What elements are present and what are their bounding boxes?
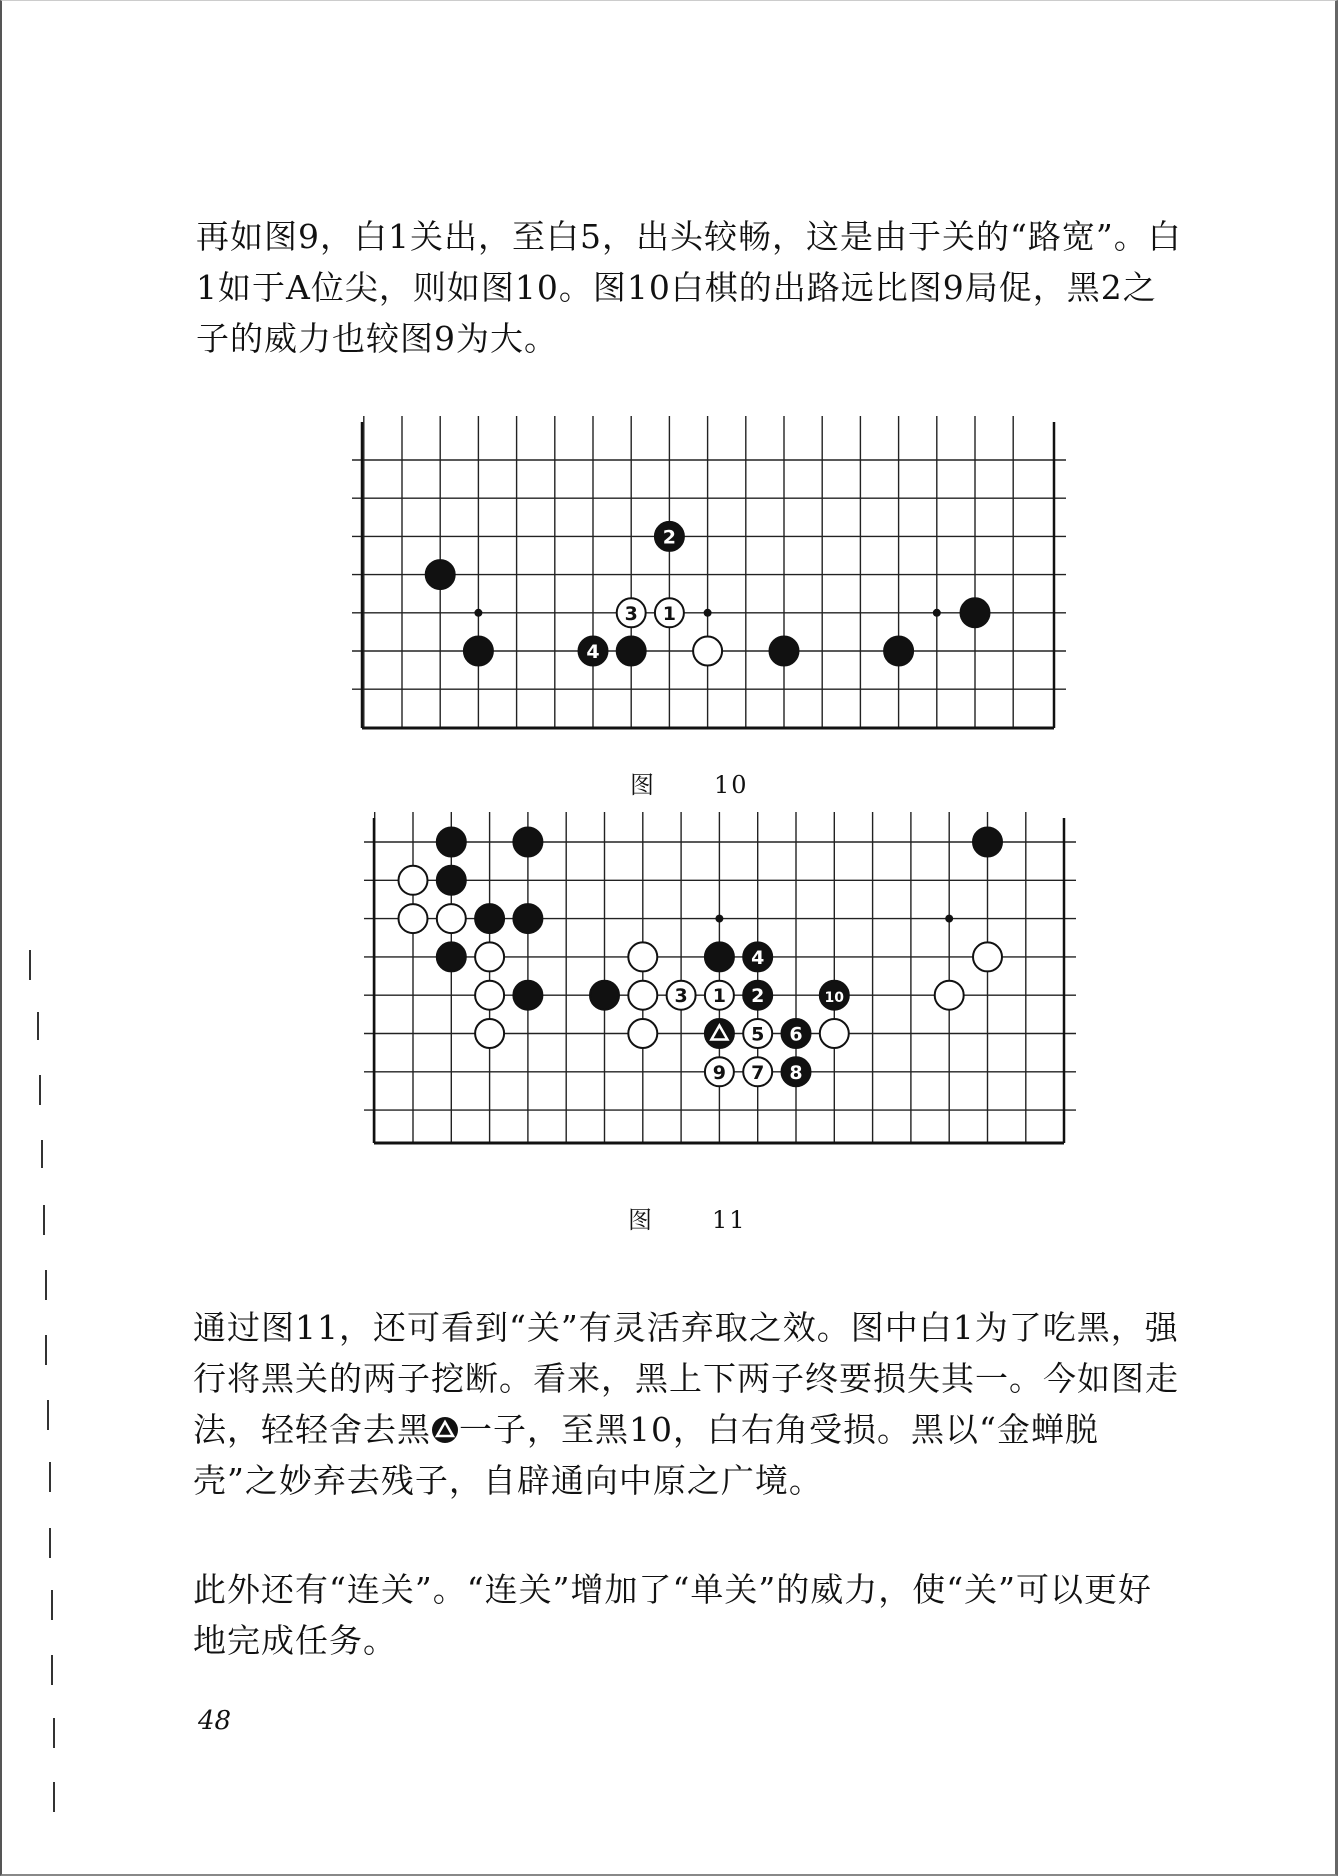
black-stone xyxy=(705,1019,734,1048)
black-stone xyxy=(782,1019,811,1048)
white-stone xyxy=(820,1019,849,1048)
stone-disc xyxy=(590,981,619,1010)
stone-disc xyxy=(973,828,1002,857)
black-stone xyxy=(513,904,542,933)
paragraph-2-part-2: 一子，至黑10，白右角受损。黑以“金蝉脱壳”之妙弃去残子，自辟通向中原之广境。 xyxy=(193,1410,1099,1500)
paragraph-3: 此外还有“连关”。“连关”增加了“单关”的威力，使“关”可以更好地完成任务。 xyxy=(193,1570,1152,1660)
black-stone xyxy=(884,637,913,666)
black-stone xyxy=(437,828,466,857)
white-stone xyxy=(628,1019,657,1048)
white-stone xyxy=(475,942,504,971)
white-stone xyxy=(705,1057,734,1086)
black-stone xyxy=(437,942,466,971)
black-stone xyxy=(513,828,542,857)
star-point xyxy=(704,609,712,617)
figure-11-caption-prefix: 图 xyxy=(628,1206,654,1234)
stone-disc xyxy=(399,866,428,895)
stone-number: 4 xyxy=(751,946,765,969)
stone-disc xyxy=(475,904,504,933)
stone-disc xyxy=(770,637,799,666)
star-point xyxy=(945,915,953,923)
paragraph-2 xyxy=(193,1302,1183,1506)
go-board-figure-11 xyxy=(364,812,1076,1143)
black-stone xyxy=(961,598,990,627)
stone-number: 6 xyxy=(789,1023,803,1046)
white-stone xyxy=(475,981,504,1010)
black-stone xyxy=(617,637,646,666)
stone-disc xyxy=(475,981,504,1010)
star-point xyxy=(474,609,482,617)
stone-number: 2 xyxy=(662,526,677,549)
white-stone xyxy=(743,1057,772,1086)
go-board-figure-10 xyxy=(352,416,1066,728)
black-stone xyxy=(437,866,466,895)
white-stone xyxy=(693,637,722,666)
stone-disc xyxy=(705,942,734,971)
stone-disc xyxy=(513,904,542,933)
white-stone xyxy=(705,981,734,1010)
white-stone xyxy=(399,904,428,933)
black-stone xyxy=(770,637,799,666)
stone-disc xyxy=(426,560,455,589)
black-stone xyxy=(590,981,619,1010)
star-point xyxy=(933,609,941,617)
stone-disc xyxy=(464,637,493,666)
black-triangle-stone-icon xyxy=(431,1416,459,1444)
white-stone xyxy=(628,942,657,971)
stone-disc xyxy=(399,904,428,933)
stone-disc xyxy=(513,981,542,1010)
stone-disc xyxy=(437,866,466,895)
star-point xyxy=(715,915,723,923)
black-stone xyxy=(743,981,772,1010)
stone-number: 5 xyxy=(751,1023,765,1046)
stone-disc xyxy=(935,981,964,1010)
white-stone xyxy=(935,981,964,1010)
figure-11-caption-number: 11 xyxy=(712,1206,747,1234)
stone-number: 4 xyxy=(586,641,600,663)
stone-disc xyxy=(628,981,657,1010)
stone-disc xyxy=(513,828,542,857)
stone-disc xyxy=(475,1019,504,1048)
stone-disc xyxy=(628,1019,657,1048)
figure-10-caption-number: 10 xyxy=(714,771,749,799)
stone-number: 1 xyxy=(662,602,677,625)
white-stone xyxy=(743,1019,772,1048)
black-stone xyxy=(973,828,1002,857)
white-stone xyxy=(617,598,646,627)
stone-number: 1 xyxy=(712,985,727,1008)
paragraph-1: 再如图9，白1关出，至白5，出头较畅，这是由于关的“路宽”。白1如于A位尖，则如图10。图10白棋的出路远比图9局促，黑2之子的威力也较图9为大。 xyxy=(196,217,1182,358)
white-stone xyxy=(667,981,696,1010)
white-stone xyxy=(973,942,1002,971)
stone-number: 3 xyxy=(624,602,638,625)
black-stone xyxy=(820,981,849,1010)
page-number: 48 xyxy=(198,1706,232,1736)
stone-number: 8 xyxy=(789,1061,803,1084)
binding-marks xyxy=(30,950,54,1812)
stone-disc xyxy=(961,598,990,627)
stone-disc xyxy=(973,942,1002,971)
black-stone xyxy=(782,1057,811,1086)
stone-number: 10 xyxy=(824,990,845,1007)
black-stone xyxy=(513,981,542,1010)
figure-11-caption xyxy=(628,1200,747,1235)
stone-disc xyxy=(475,942,504,971)
black-stone xyxy=(426,560,455,589)
stone-disc xyxy=(693,637,722,666)
white-stone xyxy=(399,866,428,895)
black-stone xyxy=(743,942,772,971)
stone-disc xyxy=(437,828,466,857)
white-stone xyxy=(475,1019,504,1048)
black-stone xyxy=(475,904,504,933)
stone-disc xyxy=(820,1019,849,1048)
stone-disc xyxy=(617,637,646,666)
white-stone xyxy=(437,904,466,933)
black-stone xyxy=(655,522,684,551)
figure-10-caption xyxy=(630,765,749,800)
white-stone xyxy=(628,981,657,1010)
white-stone xyxy=(655,598,684,627)
stone-number: 3 xyxy=(674,985,688,1008)
stone-disc xyxy=(437,942,466,971)
black-stone xyxy=(705,942,734,971)
stone-number: 9 xyxy=(712,1061,727,1084)
stone-disc xyxy=(628,942,657,971)
black-stone xyxy=(464,637,493,666)
stone-disc xyxy=(437,904,466,933)
stone-number: 7 xyxy=(751,1061,765,1084)
black-stone xyxy=(579,637,608,666)
figure-10-caption-prefix: 图 xyxy=(630,771,656,799)
paragraph-2-part-1: 通过图11，还可看到“关”有灵活弃取之效。图中白1为了吃黑，强行将黑关的两子挖断。看来，黑上下两子终要损失其一。今如图走法，轻轻舍去黑 xyxy=(193,1308,1179,1449)
stone-disc xyxy=(884,637,913,666)
stone-number: 2 xyxy=(751,985,765,1008)
